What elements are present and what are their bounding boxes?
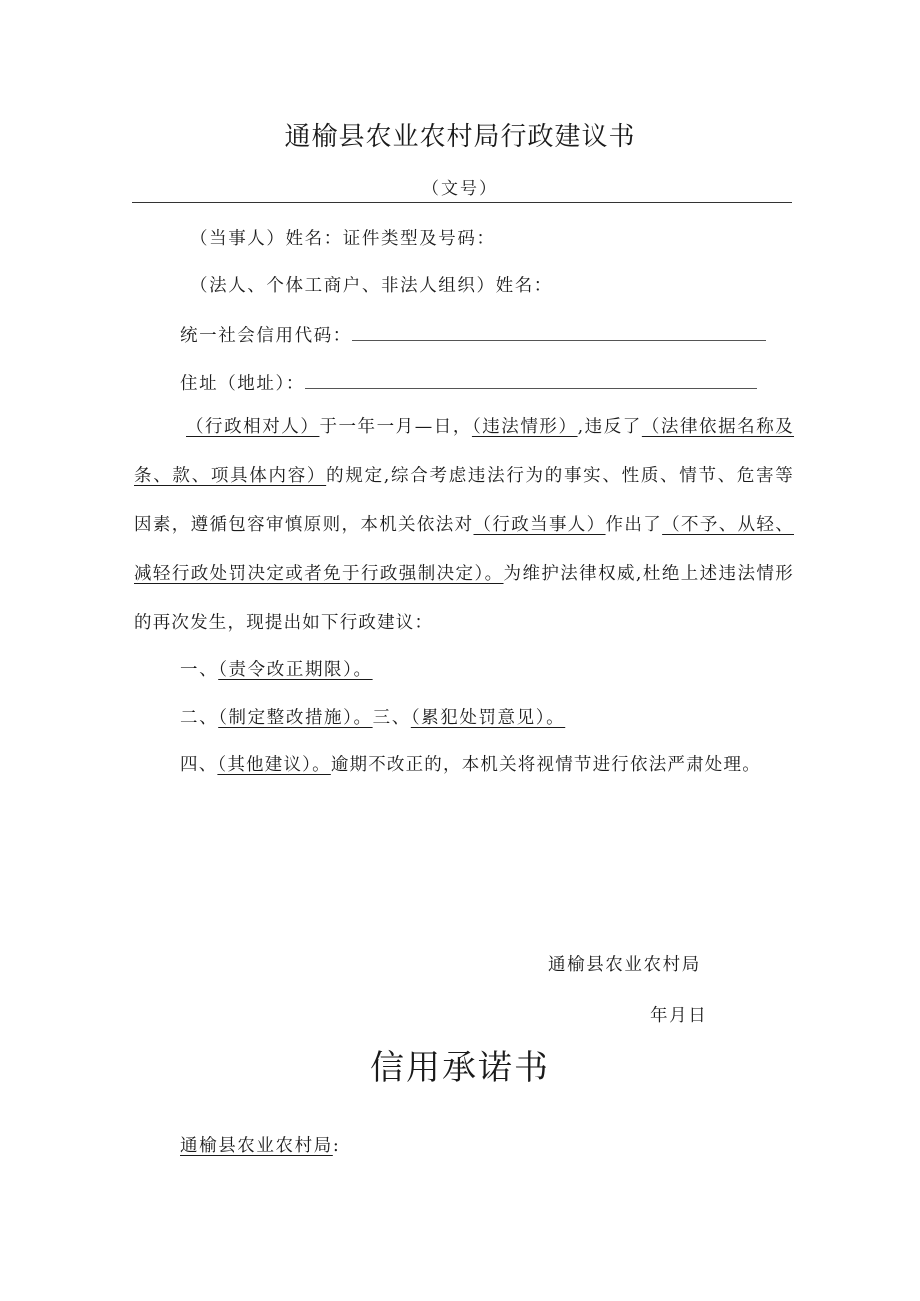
addressee-colon: : — [332, 1136, 341, 1156]
admin-party-placeholder: （行政相对人） — [186, 417, 320, 437]
suggestion-4-prefix: 四、 — [180, 755, 218, 775]
header-divider — [132, 202, 792, 203]
suggestion-1 — [180, 656, 373, 681]
addressee-name: 通榆县农业农村局 — [180, 1136, 333, 1156]
decision-placeholder: （不予、从轻、减轻行政处罚决定或者免于行政强制决定）。 — [134, 515, 794, 584]
credit-code-blank — [352, 320, 766, 341]
made-text: 作出了 — [605, 515, 663, 535]
purpose-text: 为维护法律权威,杜绝上述违法情形的再次发生，现提出如下行政建议： — [134, 564, 795, 633]
main-paragraph — [134, 403, 794, 648]
suggestion-3-text: （累犯处罚意见）。 — [410, 708, 566, 728]
page-title: 通榆县农业农村局行政建议书 — [284, 122, 636, 152]
credit-code-row — [180, 320, 766, 347]
suggestion-4-text: （其他建议）。 — [217, 755, 331, 775]
credit-code-label: 统一社会信用代码： — [180, 326, 352, 346]
consideration-text: 的规定,综合考虑违法行为的事实、性质、情节、危害等因素，遵循包容审慎原则，本机关依法对 — [134, 466, 795, 535]
address-blank — [305, 368, 757, 389]
violation-text: ,违反了 — [577, 417, 642, 437]
suggestion-2-3 — [180, 704, 565, 729]
signature-date: 年月日 — [650, 1006, 708, 1026]
party-line: （当事人）姓名：证件类型及号码： — [190, 229, 496, 249]
commitment-addressee — [180, 1132, 340, 1157]
date-text: 于一年一月—日， — [319, 417, 472, 437]
suggestion-3-prefix: 三、 — [372, 708, 411, 728]
suggestion-2-text: （制定整改措施）。 — [218, 708, 373, 728]
suggestion-1-text: （责令改正期限）。 — [218, 660, 373, 680]
suggestion-1-prefix: 一、 — [180, 660, 219, 680]
violation-placeholder: （违法情形） — [471, 417, 578, 437]
signature-agency: 通榆县农业农村局 — [548, 955, 701, 975]
party-placeholder: （行政当事人） — [473, 515, 606, 535]
address-row — [180, 368, 757, 395]
suggestion-4-tail: 逾期不改正的，本机关将视情节进行依法严肃处理。 — [330, 755, 761, 775]
document-number: （文号） — [422, 179, 498, 199]
commitment-title: 信用承诺书 — [370, 1048, 550, 1088]
law-placeholder: （法律依据名称及条、款、项具体内容） — [134, 417, 795, 486]
organization-line: （法人、个体工商户、非法人组织）姓名： — [190, 276, 553, 296]
suggestion-4 — [180, 741, 792, 790]
suggestion-2-prefix: 二、 — [180, 708, 219, 728]
address-label: 住址（地址）： — [180, 374, 305, 394]
